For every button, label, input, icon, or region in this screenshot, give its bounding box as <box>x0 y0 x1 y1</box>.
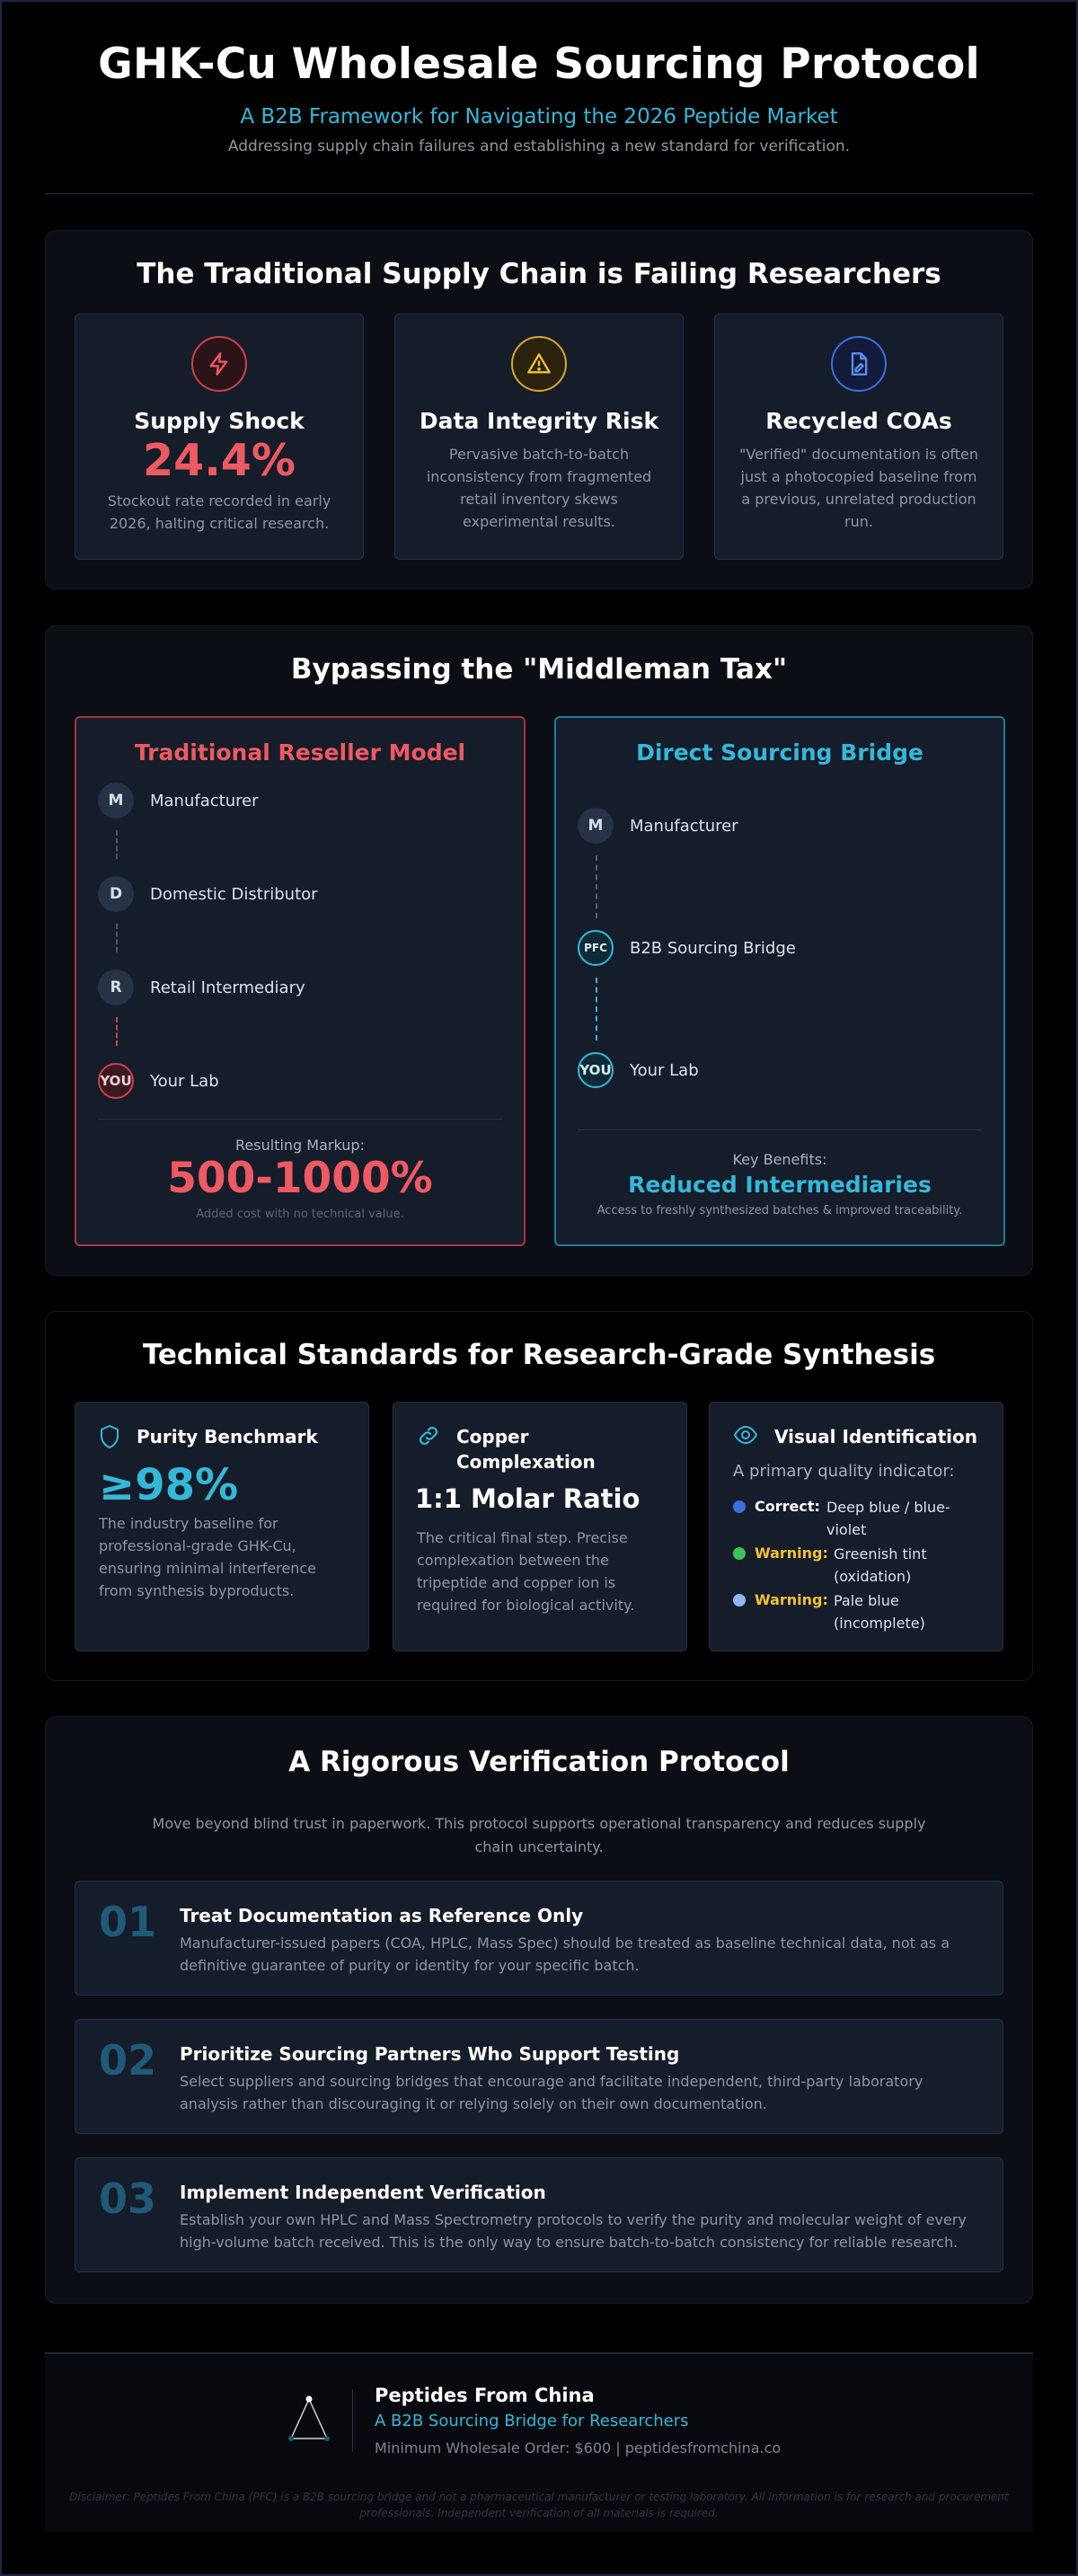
step-title: Treat Documentation as Reference Only <box>180 1905 584 1926</box>
verification-protocol-section <box>45 1716 1033 2304</box>
indicator-desc-line-1: Deep blue / blue- <box>826 1499 950 1516</box>
middleman-section <box>45 625 1033 1276</box>
chain-connector <box>116 830 118 859</box>
panel-title: Traditional Reseller Model <box>134 739 466 766</box>
result-label: Key Benefits: <box>732 1151 827 1168</box>
indicator-desc-line-1: Greenish tint <box>834 1545 927 1562</box>
step-text: Manufacturer-issued papers (COA, HPLC, Mass Spec) should be treated as baseline technical data, not as a definitive guarantee of purity or identity for your specific batch. <box>180 1934 950 1974</box>
page <box>45 0 1033 2519</box>
page-header <box>45 0 1033 194</box>
protocol-step <box>75 1881 1003 1996</box>
technical-standards-section <box>45 1311 1033 1681</box>
step-badge: M <box>578 808 614 844</box>
chain-connector <box>116 1017 118 1046</box>
result-note: Access to freshly synthesized batches & improved traceability. <box>596 1204 963 1217</box>
chain-step-sourcing-bridge <box>578 930 796 966</box>
step-badge: PFC <box>578 930 614 966</box>
brand-block <box>286 2385 781 2456</box>
indicator-desc <box>826 1496 950 1541</box>
brand-logo <box>286 2392 332 2449</box>
page-subtitle: A B2B Framework for Navigating the 2026 Peptide Market <box>240 105 838 128</box>
card-text: Pervasive batch-to-batch inconsistency from fragmented retail inventory skews experimental results. <box>426 446 652 530</box>
purity-benchmark-card <box>75 1402 369 1651</box>
document-icon <box>831 336 887 392</box>
step-badge: R <box>98 969 134 1005</box>
step-label: Manufacturer <box>150 791 259 810</box>
warning-icon <box>511 336 567 392</box>
step-label: Your Lab <box>150 1071 219 1091</box>
section-title: A Rigorous Verification Protocol <box>288 1746 790 1778</box>
link-icon <box>417 1424 440 1451</box>
copper-complexation-card <box>393 1402 687 1651</box>
step-text: Establish your own HPLC and Mass Spectrometry protocols to verify the purity and molecular weight of every high-volume batch received. This is the only way to ensure batch-to-batch consistency for reliable research. <box>180 2211 967 2251</box>
visual-identification-card <box>709 1402 1003 1651</box>
section-title: Technical Standards for Research-Grade Synthesis <box>142 1339 936 1371</box>
step-number: 03 <box>99 2174 157 2223</box>
chain-step-manufacturer <box>98 783 259 819</box>
result-note: Added cost with no technical value. <box>196 1208 404 1221</box>
shield-icon <box>99 1424 120 1453</box>
color-dot <box>733 1594 746 1607</box>
benefit-value: Reduced Intermediaries <box>628 1172 932 1198</box>
step-badge: D <box>98 876 134 912</box>
page-title: GHK-Cu Wholesale Sourcing Protocol <box>98 40 980 89</box>
card-title: Purity Benchmark <box>137 1426 318 1447</box>
step-label: Your Lab <box>630 1060 699 1080</box>
divider <box>578 1129 982 1130</box>
step-label: Manufacturer <box>630 816 738 836</box>
brand-name: Peptides From China <box>375 2385 595 2406</box>
indicator-desc-line-2: violet <box>826 1521 867 1538</box>
card-lead: A primary quality indicator: <box>733 1462 955 1481</box>
page-tagline: Addressing supply chain failures and establishing a new standard for verification. <box>227 137 851 155</box>
supply-shock-card <box>75 314 364 560</box>
recycled-coas-card <box>714 314 1003 560</box>
direct-sourcing-panel <box>554 716 1005 1246</box>
card-title-line-1: Copper <box>456 1426 529 1447</box>
result-label: Resulting Markup: <box>235 1137 365 1154</box>
protocol-step <box>75 2019 1003 2134</box>
color-dot <box>733 1500 746 1513</box>
chain-step-distributor <box>98 876 318 912</box>
card-header <box>417 1424 596 1474</box>
purity-value: ≥98% <box>99 1460 239 1510</box>
card-text: Stockout rate recorded in early 2026, halting critical research. <box>107 492 331 532</box>
chain-step-your-lab <box>578 1052 699 1088</box>
step-text: Select suppliers and sourcing bridges that encourage and facilitate independent, third-party laboratory analysis rather than discouraging it or relying solely on their own documentation. <box>180 2073 923 2112</box>
card-text: The industry baseline for professional-grade GHK-Cu, ensuring minimal interference from synthesis byproducts. <box>99 1515 317 1599</box>
step-title: Prioritize Sourcing Partners Who Support Testing <box>180 2043 680 2065</box>
card-text: The critical final step. Precise complexation between the tripeptide and copper ion is required for biological activity. <box>417 1529 635 1614</box>
chain-connector <box>116 924 118 952</box>
page-footer <box>45 2352 1033 2532</box>
chain-connector <box>596 978 597 1040</box>
disclaimer: Disclaimer: Peptides From China (PFC) is a B2B sourcing bridge and not a pharmaceutical manufacturer or testing laboratory. All information is for research and procurement professionals. Independent verification of all materials is required. <box>69 2491 1009 2519</box>
brand-tagline: A B2B Sourcing Bridge for Researchers <box>375 2412 689 2430</box>
section-title: The Traditional Supply Chain is Failing Researchers <box>137 258 941 290</box>
card-title: Visual Identification <box>774 1426 977 1447</box>
stockout-stat: 24.4% <box>143 435 296 486</box>
protocol-step <box>75 2157 1003 2272</box>
step-badge: M <box>98 783 134 819</box>
card-title: Supply Shock <box>134 408 305 434</box>
step-label: Domestic Distributor <box>150 884 318 904</box>
divider <box>98 1119 502 1120</box>
card-header <box>733 1424 977 1449</box>
traditional-model-panel <box>75 716 526 1246</box>
indicator-label: Warning: <box>755 1545 828 1562</box>
markup-result <box>76 1137 524 1221</box>
step-badge: YOU <box>98 1063 134 1099</box>
color-dot <box>733 1547 746 1560</box>
indicator-desc-line-2: (incomplete) <box>834 1615 925 1632</box>
step-label: Retail Intermediary <box>150 978 305 997</box>
indicator-desc <box>834 1543 927 1588</box>
indicator-desc-line-1: Pale blue <box>834 1592 899 1609</box>
section-intro: Move beyond blind trust in paperwork. This protocol supports operational transparency and reduces supply chain uncertainty. <box>152 1815 926 1855</box>
card-title <box>456 1424 596 1474</box>
step-badge: YOU <box>578 1052 614 1088</box>
indicator-desc <box>834 1589 925 1634</box>
chain-step-your-lab <box>98 1063 219 1099</box>
chain-step-manufacturer <box>578 808 738 844</box>
step-number: 02 <box>99 2036 157 2085</box>
panel-title: Direct Sourcing Bridge <box>636 739 923 766</box>
lightning-icon <box>191 336 247 392</box>
step-label: B2B Sourcing Bridge <box>630 938 796 958</box>
failing-supply-chain-section <box>45 230 1033 589</box>
card-title: Recycled COAs <box>765 408 952 434</box>
card-title: Data Integrity Risk <box>419 408 659 434</box>
eye-icon <box>733 1424 758 1449</box>
benefits-result <box>556 1151 1003 1217</box>
step-number: 01 <box>99 1898 157 1946</box>
section-title: Bypassing the "Middleman Tax" <box>290 653 788 686</box>
molar-ratio-value: 1:1 Molar Ratio <box>415 1483 641 1514</box>
markup-value: 500-1000% <box>167 1154 433 1203</box>
brand-separator <box>352 2389 353 2452</box>
brand-contact: Minimum Wholesale Order: $600 | peptidesfromchina.co <box>375 2439 782 2456</box>
brand-text <box>375 2385 781 2456</box>
indicator-label: Warning: <box>755 1591 828 1608</box>
chain-connector <box>596 855 597 918</box>
step-title: Implement Independent Verification <box>180 2182 546 2203</box>
data-integrity-card <box>394 314 684 560</box>
indicator-desc-line-2: (oxidation) <box>834 1568 912 1585</box>
card-text: "Verified" documentation is often just a photocopied baseline from a previous, unrelated production run. <box>739 446 978 530</box>
card-title-line-2: Complexation <box>456 1451 596 1473</box>
chain-step-retail <box>98 969 305 1005</box>
card-header <box>99 1424 318 1453</box>
indicator-label: Correct: <box>755 1498 820 1515</box>
